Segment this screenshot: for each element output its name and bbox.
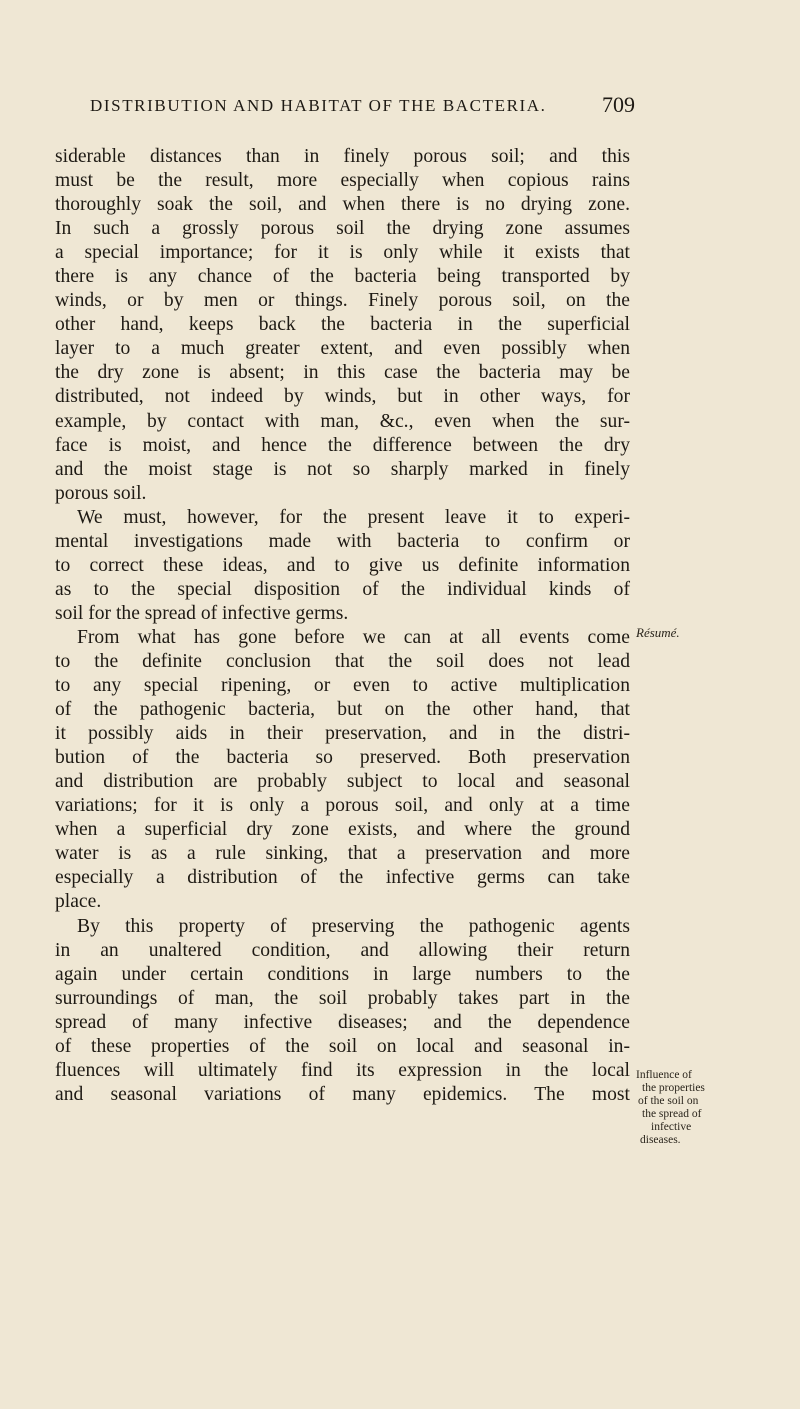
margin-note-line: Influence of — [636, 1069, 692, 1081]
text-line: there is any chance of the bacteria being transported by — [55, 266, 630, 288]
text-line: other hand, keeps back the bacteria in the superficial — [55, 314, 630, 336]
margin-note-line: the spread of — [642, 1108, 702, 1120]
text-line: again under certain conditions in large numbers to the — [55, 963, 630, 985]
text-line: the dry zone is absent; in this case the bacteria may be — [55, 362, 630, 384]
text-line: face is moist, and hence the difference between the dry — [55, 434, 630, 456]
margin-note-line: diseases. — [640, 1134, 681, 1146]
margin-note-resume: Résumé. — [636, 625, 680, 640]
text-line: soil for the spread of infective germs. — [55, 602, 349, 624]
text-line: and seasonal variations of many epidemics. The most — [55, 1083, 630, 1105]
text-line: siderable distances than in finely porous soil; and this — [55, 146, 630, 167]
text-line: distributed, not indeed by winds, but in other ways, for — [55, 386, 630, 408]
page-number: 709 — [602, 92, 635, 117]
text-line: to any special ripening, or even to active multiplication — [55, 675, 630, 697]
text-line: a special importance; for it is only while it exists that — [55, 242, 630, 264]
text-line: especially a distribution of the infective germs can take — [55, 867, 630, 889]
text-line: of the pathogenic bacteria, but on the other hand, that — [55, 699, 630, 721]
text-line: to the definite conclusion that the soil does not lead — [55, 650, 630, 672]
text-line: and distribution are probably subject to local and seasonal — [55, 771, 630, 793]
text-line: mental investigations made with bacteria to confirm or — [55, 530, 630, 552]
text-line: to correct these ideas, and to give us definite information — [55, 554, 630, 576]
paragraph-first-line: By this property of preserving the pathogenic agents — [77, 915, 630, 937]
text-line: water is as a rule sinking, that a preservation and more — [55, 843, 630, 865]
text-line: it possibly aids in their preservation, and in the distri- — [55, 723, 630, 745]
text-line: porous soil. — [55, 482, 147, 504]
text-line: surroundings of man, the soil probably takes part in the — [55, 987, 630, 1009]
paragraph-first-line: From what has gone before we can at all events come — [77, 626, 630, 648]
text-line: thoroughly soak the soil, and when there is no drying zone. — [55, 194, 630, 216]
running-title: DISTRIBUTION AND HABITAT OF THE BACTERIA. — [90, 96, 547, 115]
text-line: bution of the bacteria so preserved. Both preservation — [55, 747, 630, 769]
text-line: winds, or by men or things. Finely porous soil, on the — [55, 290, 630, 312]
text-line: In such a grossly porous soil the drying zone assumes — [55, 218, 630, 240]
running-head — [90, 92, 635, 120]
text-line: fluences will ultimately find its expression in the local — [55, 1059, 630, 1081]
text-line: spread of many infective diseases; and the dependence — [55, 1011, 630, 1033]
text-line: example, by contact with man, &c., even when the sur- — [55, 410, 630, 432]
text-line: place. — [55, 891, 102, 913]
text-line: variations; for it is only a porous soil, and only at a time — [55, 795, 630, 817]
text-line: layer to a much greater extent, and even possibly when — [55, 338, 630, 360]
paragraph-first-line: We must, however, for the present leave it to experi- — [77, 506, 630, 528]
margin-note-line: of the soil on — [638, 1095, 699, 1107]
body-text — [55, 145, 630, 1107]
text-line: when a superficial dry zone exists, and where the ground — [55, 819, 630, 841]
text-line: of these properties of the soil on local and seasonal in- — [55, 1035, 630, 1057]
text-line: must be the result, more especially when copious rains — [55, 170, 630, 192]
text-line: and the moist stage is not so sharply marked in finely — [55, 458, 630, 480]
text-line: in an unaltered condition, and allowing their return — [55, 939, 630, 961]
text-line: as to the special disposition of the individual kinds of — [55, 578, 630, 600]
margin-note-line: the properties — [642, 1082, 705, 1094]
margin-note-line: infective — [651, 1121, 692, 1133]
